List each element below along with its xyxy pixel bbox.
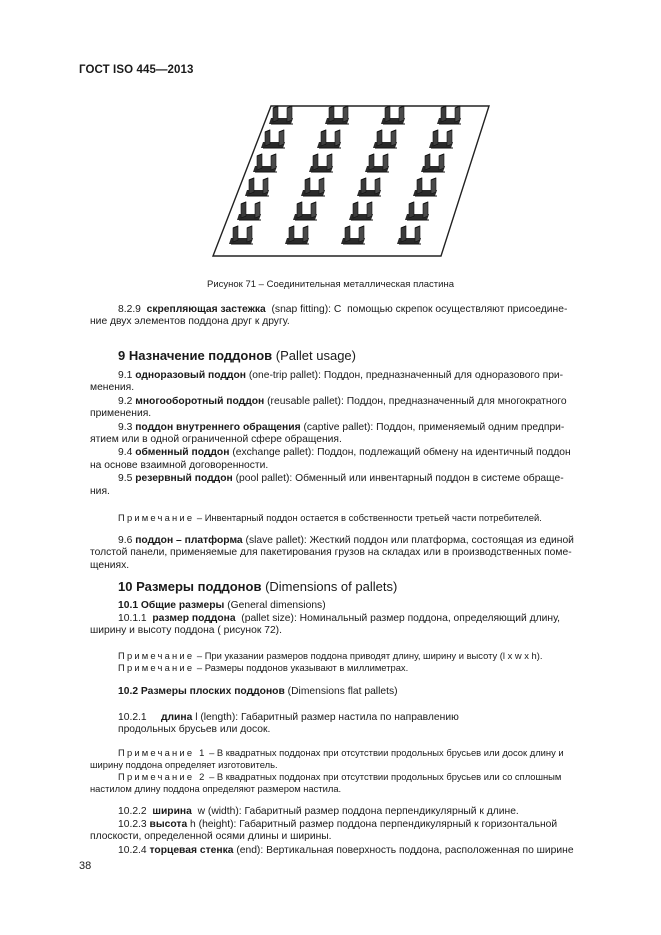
- figure-caption: Рисунок 71 – Соединительная металлическая пластина: [207, 279, 454, 290]
- subsection-en: (Dimensions flat pallets): [287, 686, 398, 697]
- note-9-5: [90, 512, 642, 524]
- term: многооборотный поддон: [135, 395, 265, 407]
- heading-en: (Dimensions of pallets): [265, 579, 398, 594]
- section-9-heading: [118, 348, 356, 363]
- term: длина: [160, 712, 193, 723]
- clause-number: 9.3: [118, 421, 133, 433]
- definition: (pallet size): Номинальный размер поддона, определяющий длину,: [241, 613, 561, 624]
- paragraph-10-2-4: [90, 845, 642, 857]
- heading-en: (Pallet usage): [275, 348, 356, 363]
- term: одноразовый поддон: [135, 370, 246, 381]
- term-en: (pool pallet):: [235, 473, 293, 485]
- note-text: – Размеры поддонов указывают в миллиметрах.: [194, 662, 409, 673]
- term: ширина: [152, 806, 192, 817]
- note-label: Примечание: [118, 512, 195, 523]
- term: скрепляющая застежка: [146, 304, 266, 315]
- note-10-2-1-2: [90, 771, 614, 795]
- definition-cont: плоскости, определенной осями длины и ширины.: [90, 831, 332, 843]
- note-text: – В квадратных поддонах при отсутствии продольных брусьев или досок длину и: [206, 747, 564, 758]
- section-10-heading: [118, 579, 397, 594]
- term: размер поддона: [152, 613, 236, 624]
- connector-plate-figure: [205, 90, 505, 270]
- definition-cont: толстой панели, применяемые для пакетирования грузов на складах или в производственных поме-: [90, 547, 572, 559]
- subsection-en: (General dimensions): [227, 600, 326, 611]
- clause-number: 9.6: [118, 535, 133, 546]
- clause-number: 10.2.1: [118, 712, 147, 723]
- definition-cont: ния.: [90, 485, 110, 497]
- note-text: – В квадратных поддонах при отсутствии продольных брусьев или со сплошным: [206, 771, 562, 782]
- paragraph-9-6: [90, 535, 614, 572]
- note-text-cont: ширину поддона определяет изготовитель.: [90, 759, 278, 770]
- paragraph-8-2-9: [90, 304, 614, 329]
- definition: Обменный или инвентарный поддон в системе обраще-: [295, 473, 564, 485]
- plate-outline: [213, 106, 489, 256]
- subsection-title: 10.2 Размеры плоских поддонов: [118, 686, 285, 697]
- term: обменный поддон: [135, 447, 230, 459]
- definition: h (height): Габаритный размер поддона перпендикулярный к горизонтальной: [190, 819, 558, 830]
- definition: Поддон, подлежащий обмену на идентичный поддон: [317, 447, 571, 459]
- clause-number: 9.1: [118, 370, 133, 381]
- heading-text: 9 Назначение поддонов: [118, 348, 273, 363]
- page-number: 38: [79, 860, 92, 872]
- clause-number: 10.1.1: [118, 613, 147, 624]
- note-10-1-1-b: [90, 662, 642, 674]
- item-9-3: [90, 422, 614, 447]
- term-en: (snap fitting): С: [271, 304, 342, 315]
- definition: Поддон, предназначенный для многократного: [346, 395, 567, 407]
- clause-number: 10.2.3: [118, 819, 147, 830]
- term: торцевая стенка: [149, 845, 234, 856]
- clause-number: 9.2: [118, 395, 133, 407]
- term-en: (reusable pallet):: [267, 395, 344, 407]
- definition: w (width): Габаритный размер поддона перпендикулярный к длине.: [197, 806, 519, 817]
- note-label: Примечание 2: [118, 771, 207, 782]
- clause-number: 8.2.9: [118, 304, 141, 315]
- term-en: (exchange pallet):: [232, 447, 315, 459]
- definition-cont: менения.: [90, 382, 135, 394]
- note-10-1-1-a: [90, 650, 642, 662]
- definition-cont: на основе взаимной договоренности.: [90, 459, 269, 471]
- item-9-1: [90, 370, 614, 395]
- paragraph-10-2-1: [90, 712, 614, 737]
- heading-text: 10 Размеры поддонов: [118, 579, 262, 594]
- paragraph-10-2-2: [90, 806, 642, 818]
- term: поддон внутреннего обращения: [135, 421, 301, 433]
- document-header: ГОСТ ISO 445—2013: [79, 64, 194, 76]
- definition-cont: ширину и высоту поддона ( рисунок 72).: [90, 625, 282, 637]
- term-en: (slave pallet):: [245, 535, 307, 546]
- subsection-title: 10.1 Общие размеры: [118, 600, 225, 611]
- clause-number: 10.2.4: [118, 845, 147, 856]
- term: поддон – платформа: [135, 535, 243, 546]
- subsection-10-1: [90, 600, 642, 612]
- definition: помощью скрепок осуществляют присоедине-: [347, 304, 568, 315]
- note-label: Примечание 1: [118, 747, 207, 758]
- definition: l (length): Габаритный размер настила по направлению: [195, 712, 459, 723]
- definition-cont: ятием или в одной ограниченной сфере обращения.: [90, 434, 342, 446]
- definition-cont: ние двух элементов поддона друг к другу.: [90, 316, 290, 328]
- clause-number: 9.4: [118, 447, 133, 459]
- section-9-items: [90, 370, 614, 498]
- definition-cont: применения.: [90, 408, 152, 420]
- note-text-cont: настилом длину поддона определяют размером настила.: [90, 783, 342, 794]
- note-10-2-1-1: [90, 747, 614, 771]
- definition-cont: продольных брусьев или досок.: [118, 724, 271, 736]
- paragraph-10-2-3: [90, 819, 614, 844]
- term: высота: [149, 819, 188, 830]
- clause-number: 10.2.2: [118, 806, 147, 817]
- clause-number: 9.5: [118, 473, 133, 485]
- term-en: (one-trip pallet):: [248, 370, 321, 381]
- definition: Поддон, применяемый одним предпри-: [376, 421, 565, 433]
- term: резервный поддон: [135, 473, 233, 485]
- item-9-2: [90, 396, 614, 421]
- paragraph-10-1-1: [90, 613, 614, 638]
- note-text: – Инвентарный поддон остается в собственности третьей части потребителей.: [194, 512, 542, 523]
- note-text: – При указании размеров поддона приводят длину, ширину и высоту (l x w x h).: [194, 650, 543, 661]
- subsection-10-2: [90, 686, 642, 698]
- note-label: Примечание: [118, 650, 195, 661]
- note-label: Примечание: [118, 662, 195, 673]
- definition-cont-2: щениях.: [90, 559, 130, 571]
- term-en: (captive pallet):: [303, 421, 374, 433]
- definition: Поддон, предназначенный для одноразового при-: [323, 370, 564, 381]
- item-9-4: [90, 447, 614, 472]
- definition: Жесткий поддон или платформа, состоящая из единой: [309, 535, 574, 546]
- definition: (end): Вертикальная поверхность поддона, расположенная по ширине: [236, 845, 574, 856]
- item-9-5: [90, 473, 614, 498]
